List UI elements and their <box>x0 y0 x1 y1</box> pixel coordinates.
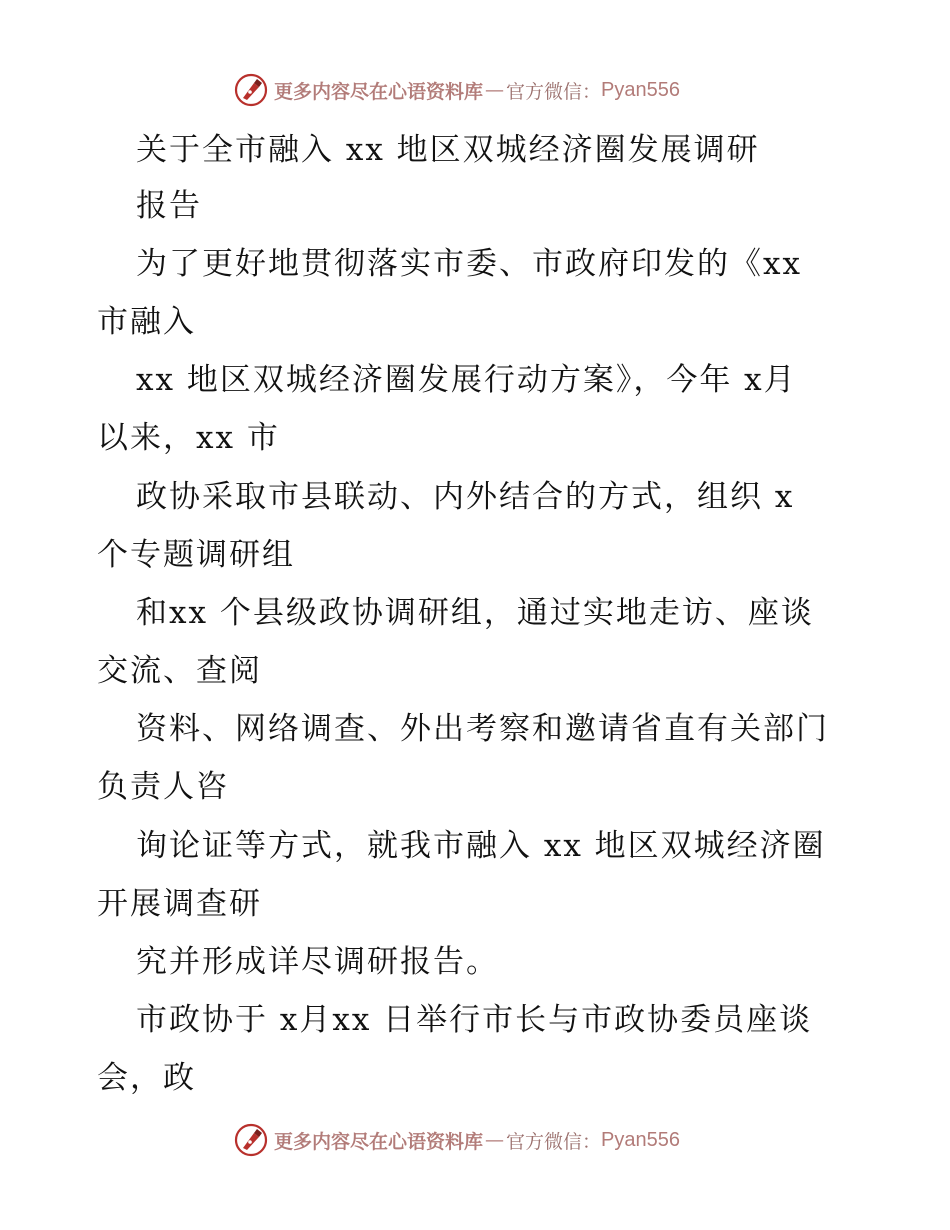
paragraph-line: 交流、查阅 <box>97 653 262 689</box>
paragraph-line: 资料、网络调查、外出考察和邀请省直有关部门 <box>136 711 829 747</box>
document-title-line-2: 报告 <box>136 188 202 224</box>
watermark-wechat-label: 官方微信： <box>506 1130 602 1153</box>
pen-nib-logo-icon <box>234 73 268 107</box>
watermark-wechat-label: 官方微信： <box>506 80 602 103</box>
paragraph-line: xx 地区双城经济圈发展行动方案》，今年 x月 <box>136 362 797 398</box>
watermark-wechat-id: Pyan556 <box>601 1128 680 1151</box>
paragraph-line: 以来，xx 市 <box>97 420 280 456</box>
paragraph-line: 询论证等方式，就我市融入 xx 地区双城经济圈 <box>136 828 826 864</box>
watermark-promo-text: 更多内容尽在心语资料库 <box>274 80 484 103</box>
footer-watermark <box>234 1120 714 1160</box>
paragraph-line: 政协采取市县联动、内外结合的方式，组织 x <box>136 479 795 515</box>
paragraph-line: 会，政 <box>97 1060 196 1096</box>
document-title-line-1: 关于全市融入 xx 地区双城经济圈发展调研 <box>136 132 760 168</box>
watermark-wechat-id: Pyan556 <box>601 78 680 101</box>
paragraph-line: 为了更好地贯彻落实市委、市政府印发的《xx <box>136 246 802 282</box>
paragraph-line: 和xx 个县级政协调研组，通过实地走访、座谈 <box>136 595 814 631</box>
paragraph-line: 市融入 <box>97 304 196 340</box>
paragraph-line: 究并形成详尽调研报告。 <box>136 944 499 980</box>
paragraph-line: 开展调查研 <box>97 886 262 922</box>
watermark-promo-text: 更多内容尽在心语资料库 <box>274 1130 484 1153</box>
paragraph-line: 负责人咨 <box>97 769 229 805</box>
pen-nib-logo-icon <box>234 1123 268 1157</box>
paragraph-line: 市政协于 x月xx 日举行市长与市政协委员座谈 <box>136 1002 813 1038</box>
watermark-dash: — <box>485 1129 505 1151</box>
watermark-dash: — <box>485 79 505 101</box>
header-watermark <box>234 70 714 110</box>
paragraph-line: 个专题调研组 <box>97 537 295 573</box>
